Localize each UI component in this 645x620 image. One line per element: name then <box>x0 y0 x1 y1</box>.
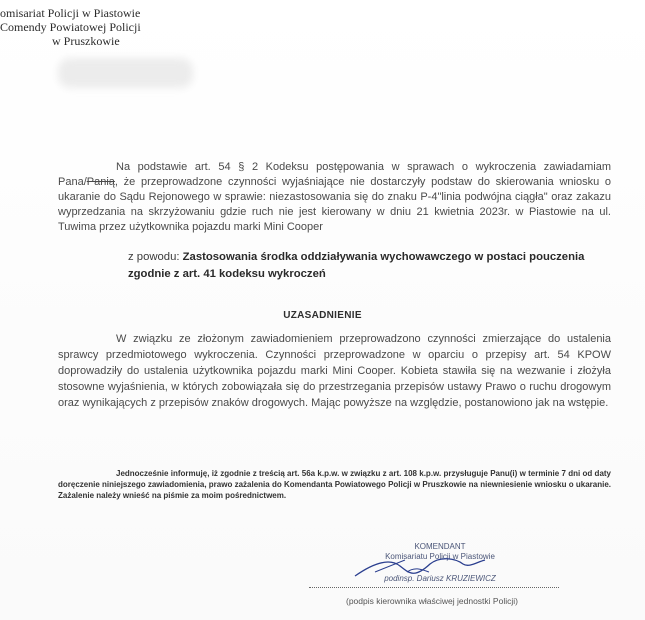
intro-paragraph <box>58 160 611 235</box>
appeal-notice: Jednocześnie informuję, iż zgodnie z treścią art. 56a k.p.w. w związku z art. 108 k.p.w. przysługuje Panu(i) w terminie 7 dni od daty doręczenie niniejszego zawiadomienia, prawo zażalenia do Komendanta Powiatowego Policji w Pruszkowie na niewniesienie wniosku o ukaranie. Zażalenie należy wnieść na piśmie za moim pośrednictwem. <box>58 469 611 500</box>
handwritten-signature <box>345 552 495 582</box>
signature-line <box>309 587 559 588</box>
intro-text-rest: , że przeprowadzone czynności wyjaśniające nie dostarczyły podstaw do skierowania wniosku o ukaranie do Sądu Rejonowego w sprawie: niezastosowania się do znaku P-4"linia podwójna ciągła" oraz zakazu wyprzedzania na skrzyżowaniu gdzie ruch nie jest kierowany w dniu 21 kwietnia 2023r. w Piastowie na ul. Tuwima przez użytkownika pojazdu marki Mini Cooper <box>58 176 611 233</box>
issuer-header <box>0 6 141 48</box>
struck-word: Panią <box>86 176 115 188</box>
header-line-3: w Pruszkowie <box>52 34 120 48</box>
reason-line <box>128 249 612 266</box>
reason-bold-2: zgodnie z art. 41 kodeksu wykroczeń <box>128 268 326 280</box>
stamp-name: podinsp. Dariusz KRUZIEWICZ <box>384 574 496 583</box>
reason-prefix: z powodu: <box>128 251 180 263</box>
redacted-address <box>58 58 193 88</box>
header-line-1: omisariat Policji w Piastowie <box>0 6 141 20</box>
signature-caption: (podpis kierownika właściwej jednostki Policji) <box>346 596 518 606</box>
header-line-2: Comendy Powiatowej Policji <box>0 20 141 34</box>
justification-paragraph: W związku ze złożonym zawiadomieniem przeprowadzono czynności zmierzające do ustalenia sprawcy przedmiotowego wykroczenia. Czynności przeprowadzone w oparciu o przepisy art. 54 KPOW doprowadziły do ustalenia użytkownika pojazdu marki Mini Cooper. Kobieta stawiła się na wezwanie i złożyła stosowne wyjaśnienia, w których zobowiązała się do przestrzegania przepisów ustawy Prawo o ruchu drogowym oraz wynikających z przepisów znaków drogowych. Mając powyższe na względzie, postanowiono jak na wstępie. <box>58 333 611 409</box>
justification-heading: UZASADNIENIE <box>283 310 362 321</box>
stamp-unit: Komisariatu Policji w Piastowie <box>385 552 495 561</box>
intro-text-start: Na podstawie art. 54 § 2 Kodeksu postępowania w sprawach o wykroczenia zawiadamiam Pana/ <box>58 161 611 188</box>
reason-bold-1: Zastosowania środka oddziaływania wychowawczego w postaci pouczenia <box>182 251 585 263</box>
stamp-title: KOMENDANT <box>414 542 466 551</box>
